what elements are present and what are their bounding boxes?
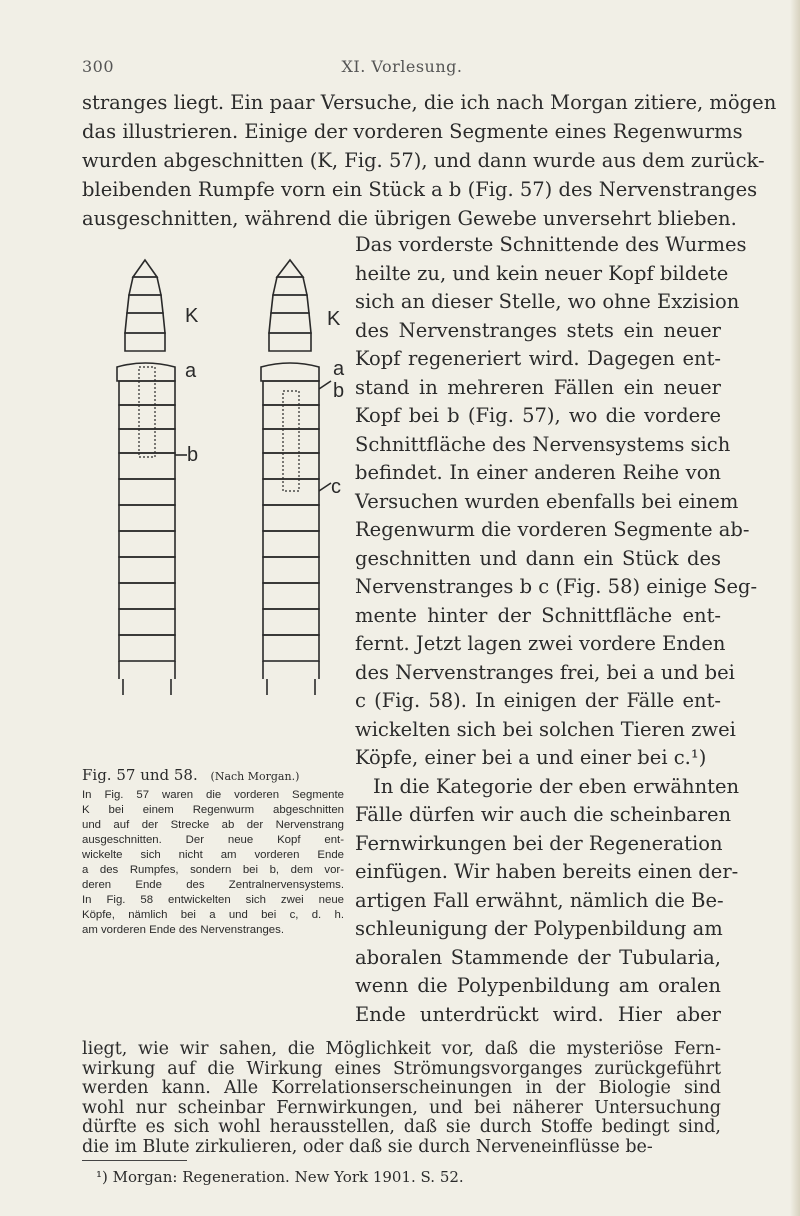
side-line: Nervenstranges b c (Fig. 58) einige Seg- [355,575,758,598]
label-a-58: a [333,358,345,380]
side-line: Fälle dürfen wir auch die scheinbaren [355,803,732,826]
side-line: Köpfe, einer bei a und einer bei c.¹) [355,746,707,769]
fig57-head-k [125,260,165,351]
side-line: Versuchen wurden ebenfalls bei einem [355,489,739,513]
side-line: Fernwirkungen bei der Regeneration [355,831,723,855]
side-line: einfügen. Wir haben bereits einen der- [355,860,739,883]
side-line: heilte zu, und kein neuer Kopf bildete [355,261,729,285]
caption-line: am vorderen Ende des Nervenstranges. [82,924,284,936]
side-line: Kopf bei b (Fig. 57), wo die vordere [355,404,721,427]
side-line: aboralen Stammende der Tubularia, [355,945,721,969]
body-line: liegt, wie wir sahen, die Möglichkeit vor, daß die mysteriöse Fern- [82,1039,721,1059]
caption-line: K bei einem Regenwurm abgeschnitten [82,804,344,816]
caption-line: In Fig. 57 waren die vorderen Segmente [82,789,344,801]
side-line: wickelten sich bei solchen Tieren zwei [355,717,736,741]
side-line: Regenwurm die vorderen Segmente ab- [355,518,750,541]
side-line: sich an dieser Stelle, wo ohne Exzision [355,290,740,313]
pointer-b-58 [319,381,331,389]
fig57-body [117,363,175,695]
side-line: mente hinter der Schnittfläche ent- [355,603,721,627]
footnote: ¹) Morgan: Regeneration. New York 1901. S. 52. [96,1168,464,1186]
side-line: geschnitten und dann ein Stück des [355,546,721,570]
label-k-58: K [327,308,341,330]
caption-line: ausgeschnitten. Der neue Kopf ent- [82,834,344,846]
side-line: des Nervenstranges frei, bei a und bei [355,660,735,684]
side-line: stand in mehreren Fällen ein neuer [355,375,721,399]
caption-line: und auf der Strecke ab der Nervenstrang [82,819,344,831]
figure-caption-title [82,766,344,784]
worm-figure [105,255,355,755]
side-line: Schnittfläche des Nervensystems sich [355,432,731,456]
running-head: XI. Vorlesung. [341,57,463,76]
label-b-58: b [333,380,345,402]
caption-line: a des Rumpfes, sondern bei b, dem vor- [82,864,344,876]
body-line: ausgeschnitten, während die übrigen Gewebe unversehrt blieben. [82,207,737,230]
caption-line: Köpfe, nämlich bei a und bei c, d. h. [82,909,344,921]
side-line: Das vorderste Schnittende des Wurmes [355,233,747,256]
side-line: In die Kategorie der eben erwähnten [373,774,740,798]
caption-source: (Nach Morgan.) [210,770,300,783]
footnote-rule [82,1160,187,1161]
side-line: Kopf regeneriert wird. Dagegen ent- [355,347,721,370]
side-line: des Nervenstranges stets ein neuer [355,318,721,342]
body-line: dürfte es sich wohl herausstellen, daß sie durch Stoffe bedingt sind, [82,1117,721,1137]
side-line: wenn die Polypenbildung am oralen [355,974,721,997]
body-line: wohl nur scheinbar Fernwirkungen, und bei näherer Untersuchung [82,1097,721,1118]
side-line: befindet. In einer anderen Reihe von [355,461,721,484]
page-edge [790,0,800,1216]
side-line: artigen Fall erwähnt, nämlich die Be- [355,888,724,912]
caption-line: deren Ende des Zentralnervensystems. [82,879,344,891]
caption-line: wickelte sich nicht am vorderen Ende [82,849,344,861]
label-a-57: a [185,360,197,382]
side-line: schleunigung der Polypenbildung am [355,917,723,940]
body-line: wirkung auf die Wirkung eines Strömungsvorganges zurückgeführt [82,1058,721,1079]
label-b-57: b [187,444,199,466]
body-line: die im Blute zirkulieren, oder daß sie durch Nerveneinflüsse be- [82,1136,653,1157]
body-line: bleibenden Rumpfe vorn ein Stück a b (Fig. 57) des Nervenstranges [82,178,758,201]
caption-fig-number: Fig. 57 und 58. [82,766,198,784]
body-line: werden kann. Alle Korrelationserscheinungen in der Biologie sind [82,1078,721,1098]
label-k-57: K [185,305,199,327]
page-number: 300 [82,57,115,76]
side-line: c (Fig. 58). In einigen der Fälle ent- [355,689,721,712]
caption-line: In Fig. 58 entwickelten sich zwei neue [82,894,344,906]
fig58-body [261,363,319,695]
page-header [82,57,722,81]
pointer-c-58 [319,483,331,491]
side-line: Ende unterdrückt wird. Hier aber [355,1002,721,1026]
fig58-head-k [269,260,311,351]
body-line: stranges liegt. Ein paar Versuche, die ich nach Morgan zitiere, mögen [82,91,777,114]
body-line: das illustrieren. Einige der vorderen Segmente eines Regenwurms [82,120,743,143]
body-line: wurden abgeschnitten (K, Fig. 57), und dann wurde aus dem zurück- [82,149,765,172]
label-c-58: c [331,476,341,498]
side-line: fernt. Jetzt lagen zwei vordere Enden [355,632,726,655]
